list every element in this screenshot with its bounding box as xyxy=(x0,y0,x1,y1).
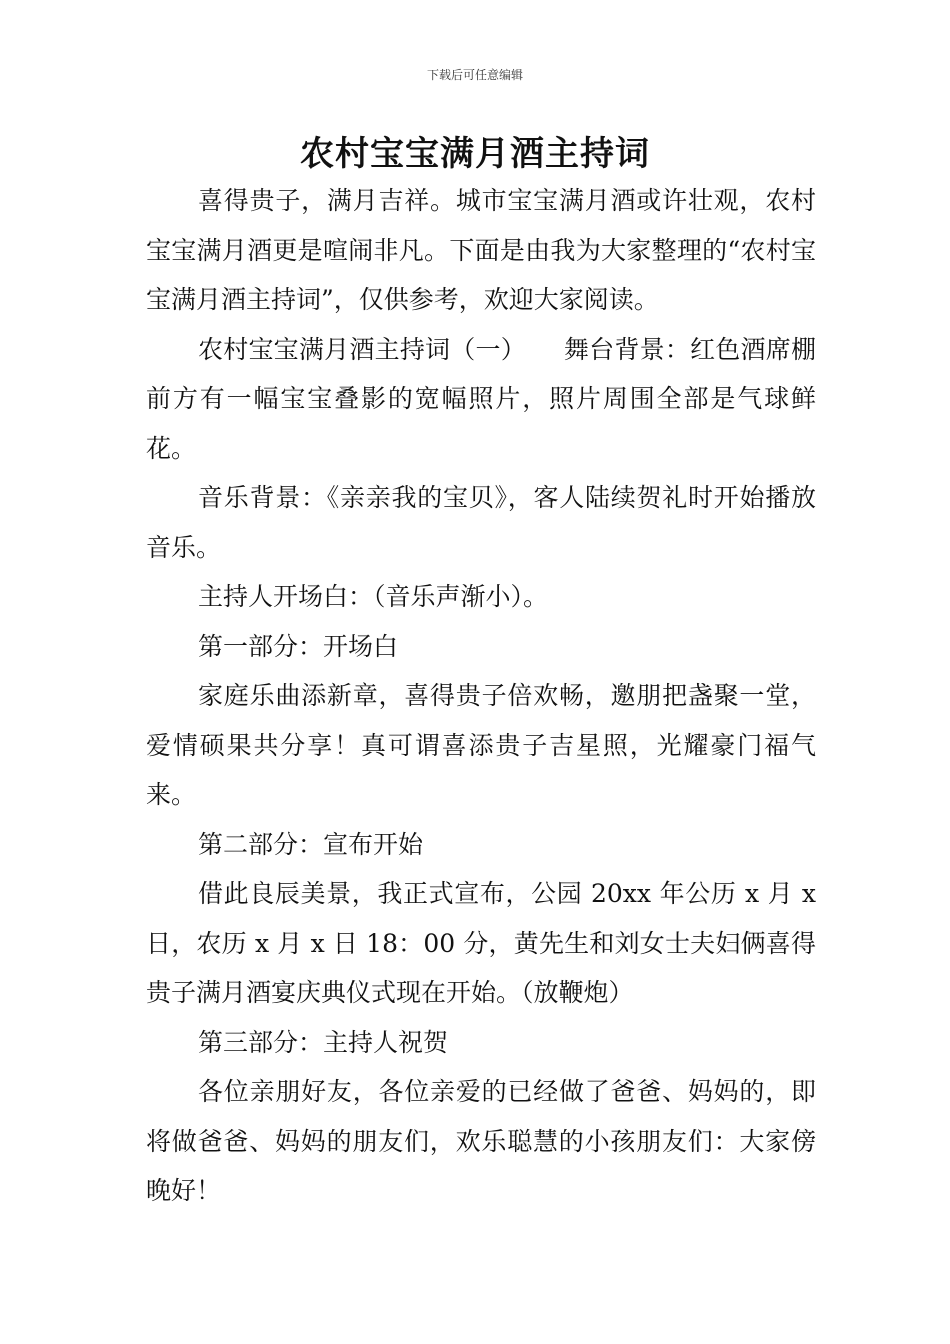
paragraph-music-background: 音乐背景：《亲亲我的宝贝》，客人陆续贺礼时开始播放音乐。 xyxy=(146,483,816,562)
paragraph-part-three: 各位亲朋好友，各位亲爱的已经做了爸爸、妈妈的，即将做爸爸、妈妈的朋友们，欢乐聪慧的小孩朋友们：大家傍晚好！ xyxy=(146,1077,816,1205)
section-heading-part-two: 第二部分：宣布开始 xyxy=(198,829,424,859)
paragraph-part-two: 借此良辰美景，我正式宣布，公园 20xx 年公历 x 月 x 日，农历 x 月 x 日 18：00 分，黄先生和刘女士夫妇俩喜得贵子满月酒宴庆典仪式现在开始。（放鞭炮） xyxy=(146,879,816,1007)
paragraph-intro: 喜得贵子，满月吉祥。城市宝宝满月酒或许壮观，农村宝宝满月酒更是喧闹非凡。下面是由我为大家整理的“农村宝宝满月酒主持词”，仅供参考，欢迎大家阅读。 xyxy=(146,186,816,314)
header-note: 下载后可任意编辑 xyxy=(426,68,523,82)
paragraph-stage-background: 农村宝宝满月酒主持词（一） 舞台背景：红色酒席棚前方有一幅宝宝叠影的宽幅照片，照片周围全部是气球鲜花。 xyxy=(146,334,816,463)
paragraph-host-opening: 主持人开场白：（音乐声渐小）。 xyxy=(198,582,549,611)
section-heading-part-one: 第一部分：开场白 xyxy=(198,631,399,661)
paragraph-part-one: 家庭乐曲添新章，喜得贵子倍欢畅，邀朋把盏聚一堂，爱情硕果共分享！真可谓喜添贵子吉星照，光耀豪门福气来。 xyxy=(146,681,816,809)
document-title: 农村宝宝满月酒主持词 xyxy=(300,134,650,174)
document-body xyxy=(146,176,816,1216)
section-heading-part-three: 第三部分：主持人祝贺 xyxy=(198,1027,449,1057)
